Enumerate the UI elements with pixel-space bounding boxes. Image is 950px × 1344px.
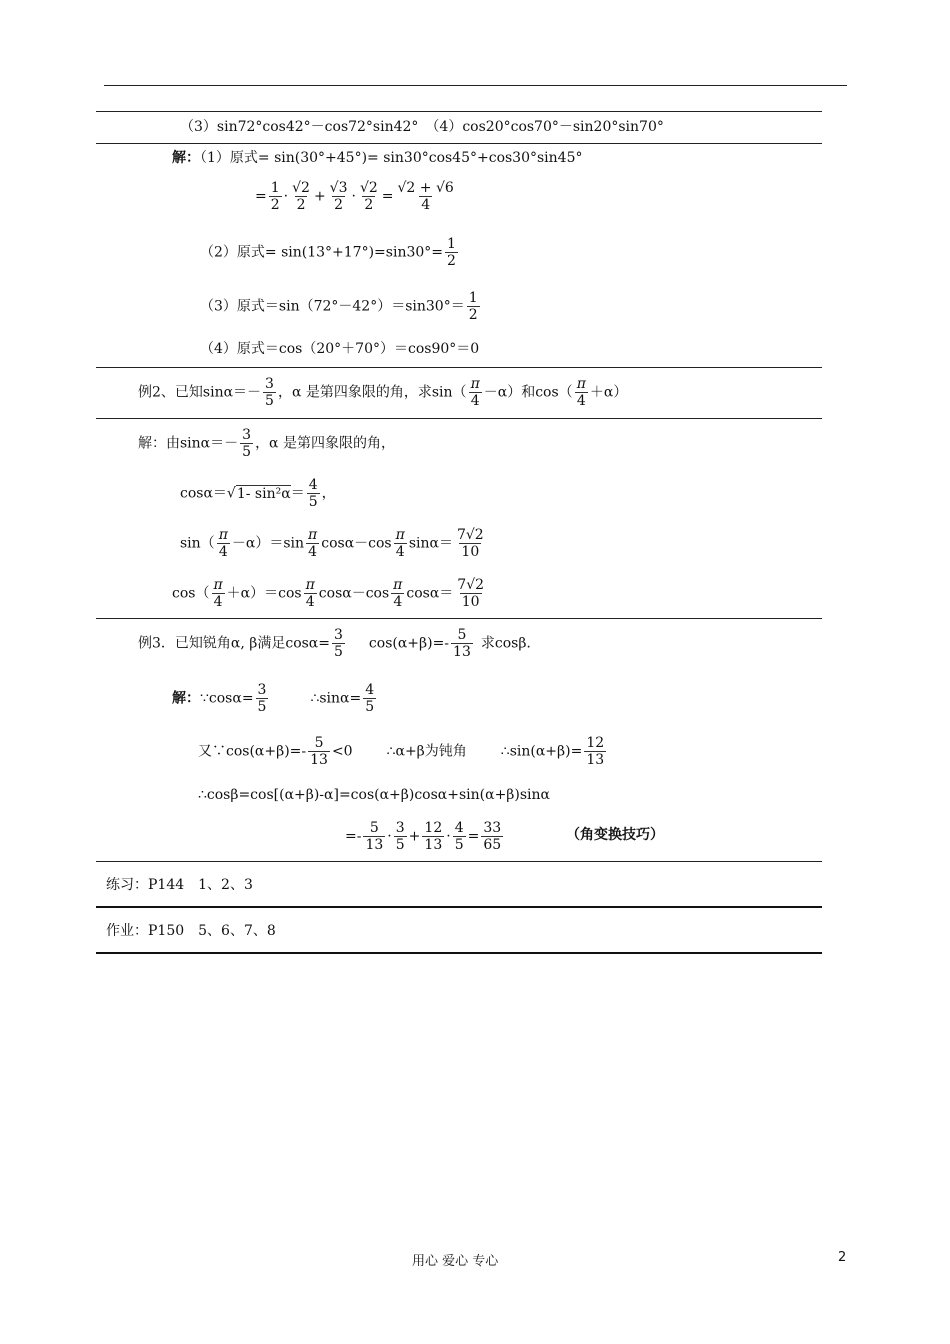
sqrt-radicand: 1- sin²α <box>236 485 291 502</box>
fraction: $\frac{√2 + √6}{4}$ <box>397 180 454 213</box>
fraction: $\frac{3}{5}$ <box>257 682 267 715</box>
solution-label: 解： <box>172 150 200 166</box>
solution-1-line-4: （3）原式＝sin（72°－42°）＝sin30°＝ $\frac{1}{2}$ <box>200 290 478 323</box>
example-3: 例3．已知锐角α, β满足cosα= $\frac{3}{5}$ cos(α+β)=- $\frac{5}{13}$ 求cosβ. <box>138 627 531 660</box>
fraction: $\frac{\pi}{4}$ <box>218 527 228 560</box>
solution-2-line-3: sin（ $\frac{\pi}{4}$ －α）＝sin $\frac{\pi}{4}$ cosα－cos $\frac{\pi}{4}$ sinα＝ $\frac{7√2}{10}$ <box>180 527 484 560</box>
fraction: $\frac{33}{65}$ <box>483 820 502 853</box>
fraction: $\frac{1}{2}$ <box>270 180 280 213</box>
fraction: $\frac{4}{5}$ <box>308 477 318 510</box>
fraction: $\frac{4}{5}$ <box>365 682 375 715</box>
solution-2-line-1: 解：由sinα＝－ $\frac{3}{5}$ ，α 是第四象限的角， <box>138 427 395 460</box>
solution-1-line-5: （4）原式＝cos（20°＋70°）＝cos90°＝0 <box>200 341 480 357</box>
fraction: $\frac{5}{13}$ <box>453 627 471 660</box>
solution-3-line-2: 又∵cos(α+β)=- $\frac{5}{13}$ <0 ∴α+β为钝角 ∴sin(α+β)= $\frac{12}{13}$ <box>198 735 605 768</box>
fraction: $\frac{3}{5}$ <box>265 376 274 409</box>
solution-3-line-4: =- $\frac{5}{13}$ · $\frac{3}{5}$ + $\frac{12}{13}$ · $\frac{4}{5}$ = $\frac{33}{65}$ <box>345 820 502 853</box>
homework-line: 作业：P150 5、6、7、8 <box>106 923 276 939</box>
fraction: $\frac{4}{5}$ <box>454 820 464 853</box>
row-divider <box>96 418 822 419</box>
solution-1-line-3: （2）原式= sin(13°+17°)=sin30°= $\frac{1}{2}$ <box>200 236 456 269</box>
row-divider <box>96 367 822 368</box>
row-divider <box>96 618 822 619</box>
solution-1-line-2: = $\frac{1}{2}$ · $\frac{√2}{2}$ + $\frac{√3}{2}$ · $\frac{√2}{2}$ = $\frac{√2 + √6}{4}$ <box>255 180 454 213</box>
fraction: $\frac{3}{5}$ <box>334 627 343 660</box>
technique-note: （角变换技巧） <box>566 827 664 843</box>
fraction: $\frac{\pi}{4}$ <box>308 527 318 560</box>
fraction: $\frac{12}{13}$ <box>586 735 605 768</box>
fraction: $\frac{\pi}{4}$ <box>213 577 223 610</box>
footer-motto: 用心 爱心 专心 <box>412 1254 499 1269</box>
solution-3-line-3: ∴cosβ=cos[(α+β)-α]=cos(α+β)cosα+sin(α+β)sinα <box>198 787 550 803</box>
fraction: $\frac{\pi}{4}$ <box>305 577 315 610</box>
solution-2-line-2: cosα＝√1- sin²α＝ $\frac{4}{5}$ ， <box>180 477 336 510</box>
practice-line: 练习：P144 1、2、3 <box>106 877 253 893</box>
header-rule <box>104 85 847 86</box>
fraction: $\frac{12}{13}$ <box>424 820 443 853</box>
solution-2-line-4: cos（ $\frac{\pi}{4}$ ＋α）＝cos $\frac{\pi}{4}$ cosα－cos $\frac{\pi}{4}$ cosα＝ $\frac{7√2}{10}$ <box>172 577 485 610</box>
fraction: $\frac{5}{13}$ <box>365 820 384 853</box>
solution-1-line-1 <box>172 149 582 167</box>
equals: = <box>255 188 267 205</box>
fraction: $\frac{√2}{2}$ <box>292 180 310 213</box>
fraction: $\frac{7√2}{10}$ <box>457 577 485 610</box>
solution-text: （1）原式= sin(30°+45°)= sin30°cos45°+cos30°sin45° <box>200 150 583 166</box>
fraction: $\frac{\pi}{4}$ <box>395 527 405 560</box>
row-divider <box>96 861 822 862</box>
fraction: $\frac{3}{5}$ <box>242 427 252 460</box>
row-divider <box>96 143 822 144</box>
table-bottom-line <box>96 952 822 954</box>
sqrt-sign: √ <box>226 485 236 502</box>
fraction: $\frac{\pi}{4}$ <box>393 577 403 610</box>
fraction: $\frac{7√2}{10}$ <box>456 527 484 560</box>
fraction: $\frac{√3}{2}$ <box>329 180 348 213</box>
page-number: 2 <box>838 1250 847 1265</box>
solution-3-line-1: 解：∵cosα= $\frac{3}{5}$ ∴sinα= $\frac{4}{5}$ <box>172 682 375 715</box>
fraction: $\frac{\pi}{4}$ <box>470 376 480 409</box>
row-divider <box>96 906 822 908</box>
fraction: $\frac{\pi}{4}$ <box>576 376 586 409</box>
fraction: $\frac{1}{2}$ <box>468 290 478 323</box>
example-2: 例2、已知sinα＝－ $\frac{3}{5}$ ，α 是第四象限的角，求sin（ $\frac{\pi}{4}$ －α）和cos（ $\frac{\pi}{4}$ ＋α） <box>138 376 628 409</box>
fraction: $\frac{1}{2}$ <box>447 236 456 269</box>
fraction: $\frac{3}{5}$ <box>395 820 405 853</box>
fraction: $\frac{5}{13}$ <box>310 735 328 768</box>
fraction: $\frac{√2}{2}$ <box>359 180 378 213</box>
table-top-line <box>96 111 822 112</box>
exercise-line: （3）sin72°cos42°－cos72°sin42° （4）cos20°cos70°－sin20°sin70° <box>180 119 664 135</box>
